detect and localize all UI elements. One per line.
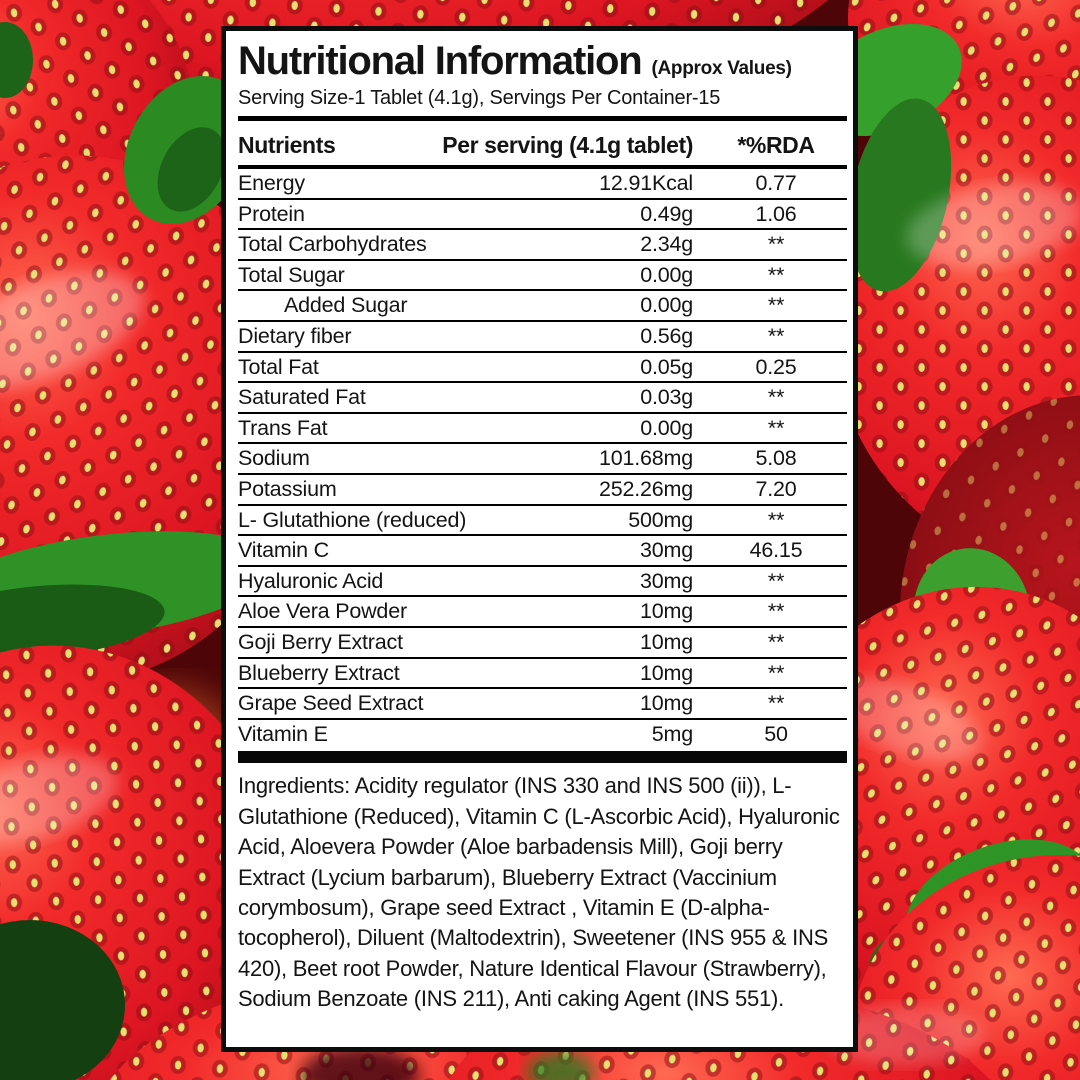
rda-cell: **: [767, 629, 785, 654]
rda-cell: **: [767, 691, 785, 716]
rda-cell: **: [767, 293, 785, 318]
rda-cell: **: [767, 507, 785, 532]
rda-cell: 0.25: [755, 354, 797, 379]
amount-cell: 0.00g: [640, 262, 693, 287]
table-row: [238, 536, 847, 567]
rda-cell: **: [767, 415, 785, 440]
divider-thick-bar: [238, 751, 847, 763]
nutrient-name-cell: Vitamin C: [238, 538, 330, 563]
amount-cell: 5mg: [651, 721, 693, 746]
rda-cell: **: [767, 262, 785, 287]
amount-cell: 0.56g: [640, 323, 693, 348]
rda-cell: **: [767, 568, 785, 593]
rda-cell: **: [767, 323, 785, 348]
rda-cell: 7.20: [755, 476, 797, 501]
table-row: [238, 169, 847, 200]
title-approx-values: (Approx Values): [651, 58, 792, 79]
nutrient-name-cell: Energy: [238, 171, 305, 195]
nutrient-name-cell: Total Fat: [238, 354, 319, 379]
nutrient-name-cell: Added Sugar: [284, 293, 408, 318]
rda-cell: **: [767, 599, 785, 624]
rda-cell: 46.15: [749, 538, 803, 563]
amount-cell: 10mg: [640, 629, 693, 654]
nutrient-name-cell: Grape Seed Extract: [238, 691, 424, 716]
amount-cell: 30mg: [640, 538, 693, 563]
table-row: [238, 291, 847, 322]
table-header-row: [238, 121, 847, 169]
ingredients-paragraph: Ingredients: Acidity regulator (INS 330 and INS 500 (ii)), L-Glutathione (Reduced), Vitamin C (L-Ascorbic Acid), Hyaluronic Acid, Aloevera Powder (Aloe barbadensis Mill), Goji berry Extract (Lycium barbarum), Blueberry Extract (Vaccinium corymbosum), Grape seed Extract , Vitamin E (D-alpha-tocopherol), Diluent (Maltodextrin), Sweetener (INS 955 & INS 420), Beet root Powder, Nature Identical Flavour (Strawberry), Sodium Benzoate (INS 211), Anti caking Agent (INS 551).: [238, 773, 840, 1012]
amount-cell: 252.26mg: [598, 476, 693, 501]
rda-cell: 1.06: [755, 201, 797, 226]
nutrient-name-cell: Aloe Vera Powder: [238, 599, 407, 624]
header-per-serving: Per serving (4.1g tablet): [442, 132, 693, 158]
table-row: [238, 597, 847, 628]
amount-cell: 12.91Kcal: [599, 171, 693, 195]
table-row: [238, 659, 847, 690]
table-row: [238, 414, 847, 445]
rda-cell: 0.77: [755, 171, 797, 195]
nutrient-name-cell: Total Carbohydrates: [238, 232, 427, 257]
table-row: [238, 230, 847, 261]
header-nutrients: Nutrients: [238, 132, 336, 158]
amount-cell: 0.00g: [640, 293, 693, 318]
nutrient-name-cell: Protein: [238, 201, 305, 226]
header-rda: *%RDA: [737, 132, 815, 158]
nutrition-label-panel: [221, 26, 858, 1052]
nutrient-rows: [238, 169, 847, 748]
table-row: [238, 353, 847, 384]
nutrient-name-cell: Goji Berry Extract: [238, 629, 403, 654]
nutrient-name-cell: Saturated Fat: [238, 385, 366, 410]
table-row: [238, 475, 847, 506]
rda-cell: **: [767, 385, 785, 410]
table-row: [238, 383, 847, 414]
rda-cell: 5.08: [755, 446, 797, 471]
amount-cell: 0.03g: [640, 385, 693, 410]
amount-cell: 0.00g: [640, 415, 693, 440]
amount-cell: 500mg: [628, 507, 693, 532]
table-row: [238, 506, 847, 537]
nutrient-name-cell: Potassium: [238, 476, 337, 501]
serving-size-line: Serving Size-1 Tablet (4.1g), Servings Per Container-15: [238, 87, 721, 109]
table-row: [238, 200, 847, 231]
amount-cell: 2.34g: [640, 232, 693, 257]
table-row: [238, 444, 847, 475]
table-row: [238, 261, 847, 292]
amount-cell: 10mg: [640, 660, 693, 685]
nutrient-name-cell: Sodium: [238, 446, 310, 471]
nutrient-name-cell: Blueberry Extract: [238, 660, 400, 685]
nutrient-name-cell: Vitamin E: [238, 721, 328, 746]
table-row: [238, 628, 847, 659]
nutrient-name-cell: Dietary fiber: [238, 323, 352, 348]
label-header: [238, 39, 847, 84]
amount-cell: 10mg: [640, 691, 693, 716]
amount-cell: 0.05g: [640, 354, 693, 379]
rda-cell: **: [767, 660, 785, 685]
amount-cell: 0.49g: [640, 201, 693, 226]
nutrient-name-cell: Trans Fat: [238, 415, 328, 440]
nutrient-name-cell: Total Sugar: [238, 262, 345, 287]
rda-cell: 50: [764, 721, 788, 746]
amount-cell: 101.68mg: [598, 446, 693, 471]
amount-cell: 10mg: [640, 599, 693, 624]
amount-cell: 30mg: [640, 568, 693, 593]
page-title: Nutritional Information: [238, 39, 642, 83]
table-row: [238, 322, 847, 353]
table-row: [238, 567, 847, 598]
nutrient-name-cell: L- Glutathione (reduced): [238, 507, 467, 532]
nutrient-name-cell: Hyaluronic Acid: [238, 568, 384, 593]
table-row: [238, 720, 847, 749]
table-row: [238, 689, 847, 720]
rda-cell: **: [767, 232, 785, 257]
